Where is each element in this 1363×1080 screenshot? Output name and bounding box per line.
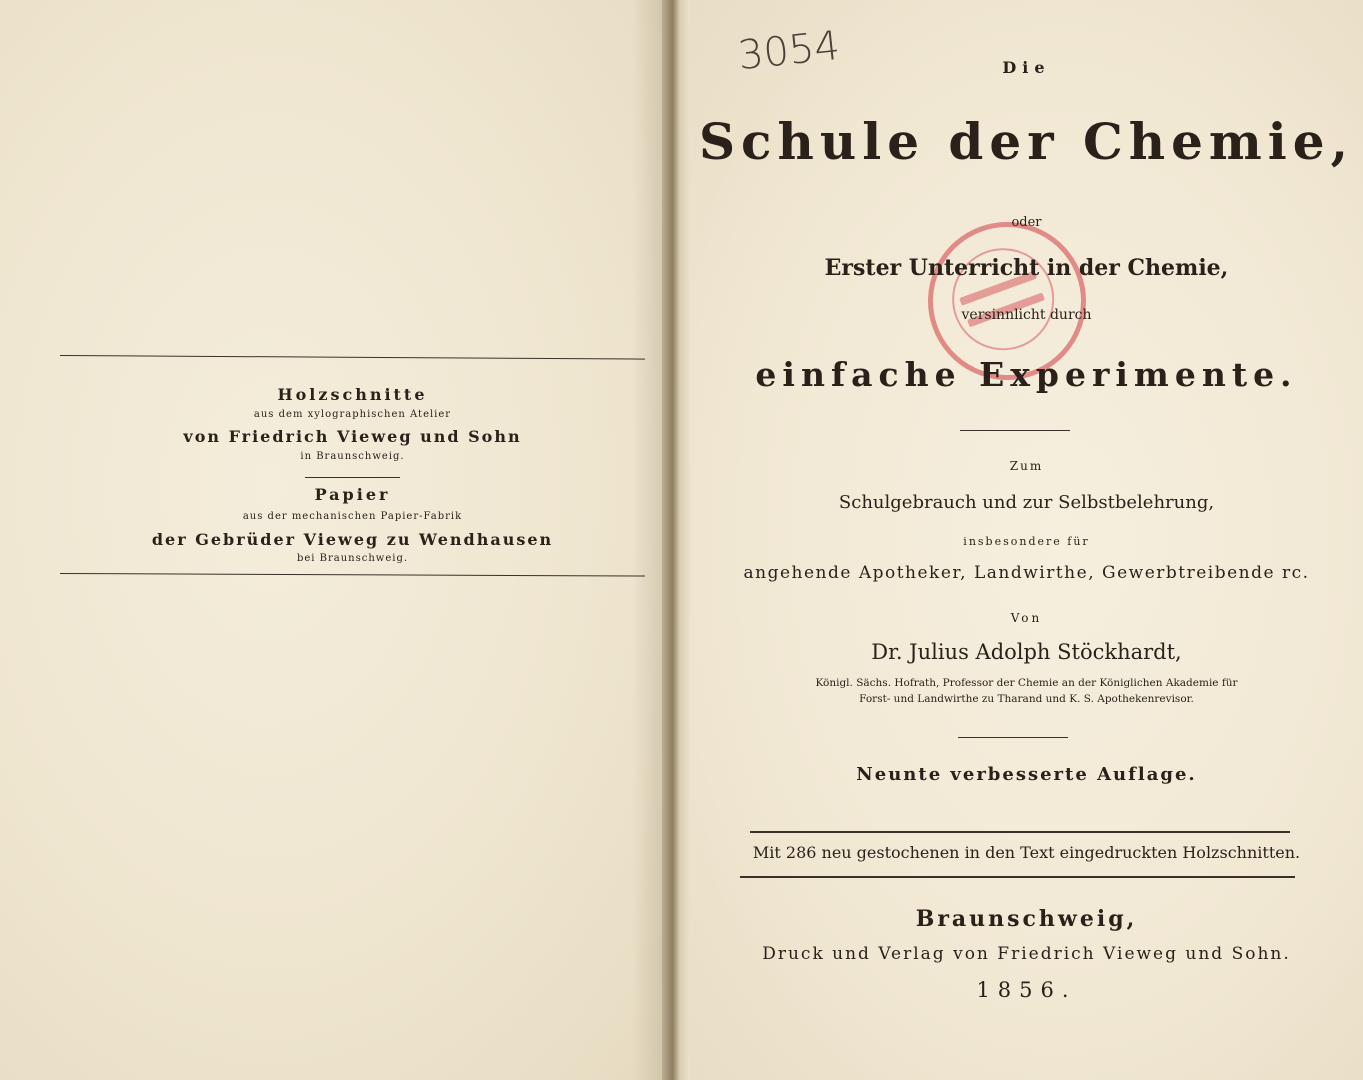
experimente-line: einfache Experimente. (755, 355, 1298, 394)
author-name: Dr. Julius Adolph Stöckhardt, (871, 640, 1182, 664)
paper-line-1: aus der mechanischen Papier-Fabrik (242, 511, 463, 522)
woodcuts-note: Mit 286 neu gestochenen in den Text eingedruckten Holzschnitten. (752, 843, 1301, 862)
imprint-block (60, 355, 645, 595)
imprint-divider (305, 477, 400, 478)
woodcuts-line-3: in Braunschweig. (300, 451, 405, 462)
woodcuts-heading: Holzschnitte (277, 385, 428, 404)
paper-line-3: bei Braunschweig. (296, 553, 409, 564)
versinnlicht-label: versinnlicht durch (961, 307, 1092, 323)
paper-heading: Papier (314, 485, 391, 504)
edition-line: Neunte verbesserte Auflage. (856, 764, 1197, 785)
title-page (690, 0, 1363, 1080)
left-page (0, 0, 672, 1080)
publication-year: 1856. (976, 978, 1077, 1002)
imprint-top-rule (60, 355, 645, 360)
subtitle: Erster Unterricht in der Chemie, (824, 255, 1229, 281)
book-title: Schule der Chemie, (698, 112, 1355, 171)
oder-label: oder (1011, 215, 1042, 230)
zum-label: Zum (1009, 459, 1044, 473)
woodcuts-top-rule (750, 831, 1290, 833)
purpose-line: Schulgebrauch und zur Selbstbelehrung, (838, 492, 1215, 513)
publisher-line: Druck und Verlag von Friedrich Vieweg und Sohn. (762, 944, 1291, 964)
handwritten-call-number: 3054 (735, 22, 842, 80)
author-credentials-2: Forst- und Landwirthe zu Tharand und K. S. Apothekenrevisor. (859, 693, 1194, 705)
place-of-publication: Braunschweig, (915, 906, 1138, 932)
title-divider (960, 430, 1070, 431)
audience-line: angehende Apotheker, Landwirthe, Gewerbtreibende rc. (743, 563, 1310, 583)
author-credentials-1: Königl. Sächs. Hofrath, Professor der Chemie an der Königlichen Akademie für (815, 677, 1238, 689)
woodcuts-line-1: aus dem xylographischen Atelier (253, 409, 452, 420)
insbesondere-label: insbesondere für (963, 535, 1090, 548)
imprint-bottom-rule (60, 573, 645, 577)
edition-divider (958, 737, 1068, 738)
book-gutter (662, 0, 692, 1080)
woodcuts-line-2: von Friedrich Vieweg und Sohn (183, 427, 522, 446)
woodcuts-bottom-rule (740, 876, 1295, 878)
die-label: Die (1002, 58, 1051, 77)
von-label: Von (1010, 611, 1043, 625)
paper-line-2: der Gebrüder Vieweg zu Wendhausen (151, 530, 554, 549)
